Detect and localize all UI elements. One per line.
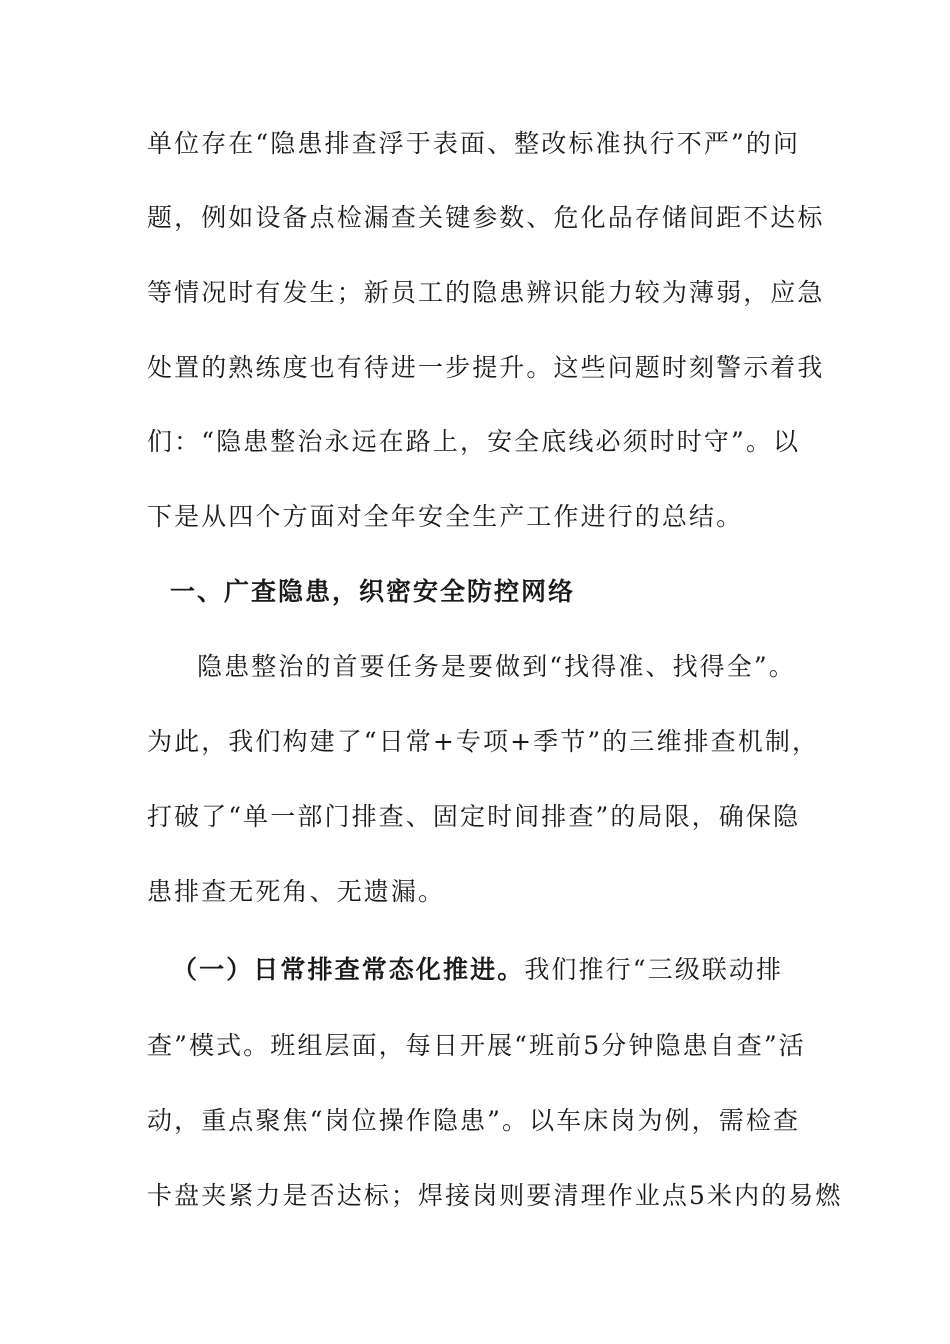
section-one-line-4: 患排查无死角、无遗漏。 — [147, 877, 446, 906]
subsection-one-first-line — [172, 954, 842, 986]
subsection-one-line-4: 卡盘夹紧力是否达标；焊接岗则要清理作业点5米内的易燃 — [147, 1181, 843, 1210]
intro-line-6: 下是从四个方面对全年安全生产工作进行的总结。 — [147, 502, 744, 531]
intro-line-4: 处置的熟练度也有待进一步提升。这些问题时刻警示着我 — [147, 353, 825, 382]
section-one-heading: 一、广查隐患，织密安全防控网络 — [170, 577, 576, 606]
section-one-line-1: 隐患整治的首要任务是要做到“找得准、找得全”。 — [197, 652, 796, 681]
section-one-line-3: 打破了“单一部门排查、固定时间排查”的局限，确保隐 — [147, 802, 801, 831]
subsection-one-line-2: 查”模式。班组层面，每日开展“班前5分钟隐患自查”活 — [147, 1031, 806, 1060]
intro-line-1: 单位存在“隐患排查浮于表面、整改标准执行不严”的问 — [147, 129, 801, 158]
intro-line-2: 题，例如设备点检漏查关键参数、危化品存储间距不达标 — [147, 203, 825, 232]
intro-line-3: 等情况时有发生；新员工的隐患辨识能力较为薄弱，应急 — [147, 278, 825, 307]
subsection-one-first-line-text: 我们推行“三级联动排 — [524, 955, 784, 984]
subsection-one-heading: （一）日常排查常态化推进。 — [172, 955, 525, 984]
section-one-line-2: 为此，我们构建了“日常+专项+季节”的三维排查机制， — [147, 727, 820, 756]
intro-line-5: 们：“隐患整治永远在路上，安全底线必须时时守”。以 — [147, 427, 801, 456]
subsection-one-line-3: 动，重点聚焦“岗位操作隐患”。以车床岗为例，需检查 — [147, 1106, 801, 1135]
